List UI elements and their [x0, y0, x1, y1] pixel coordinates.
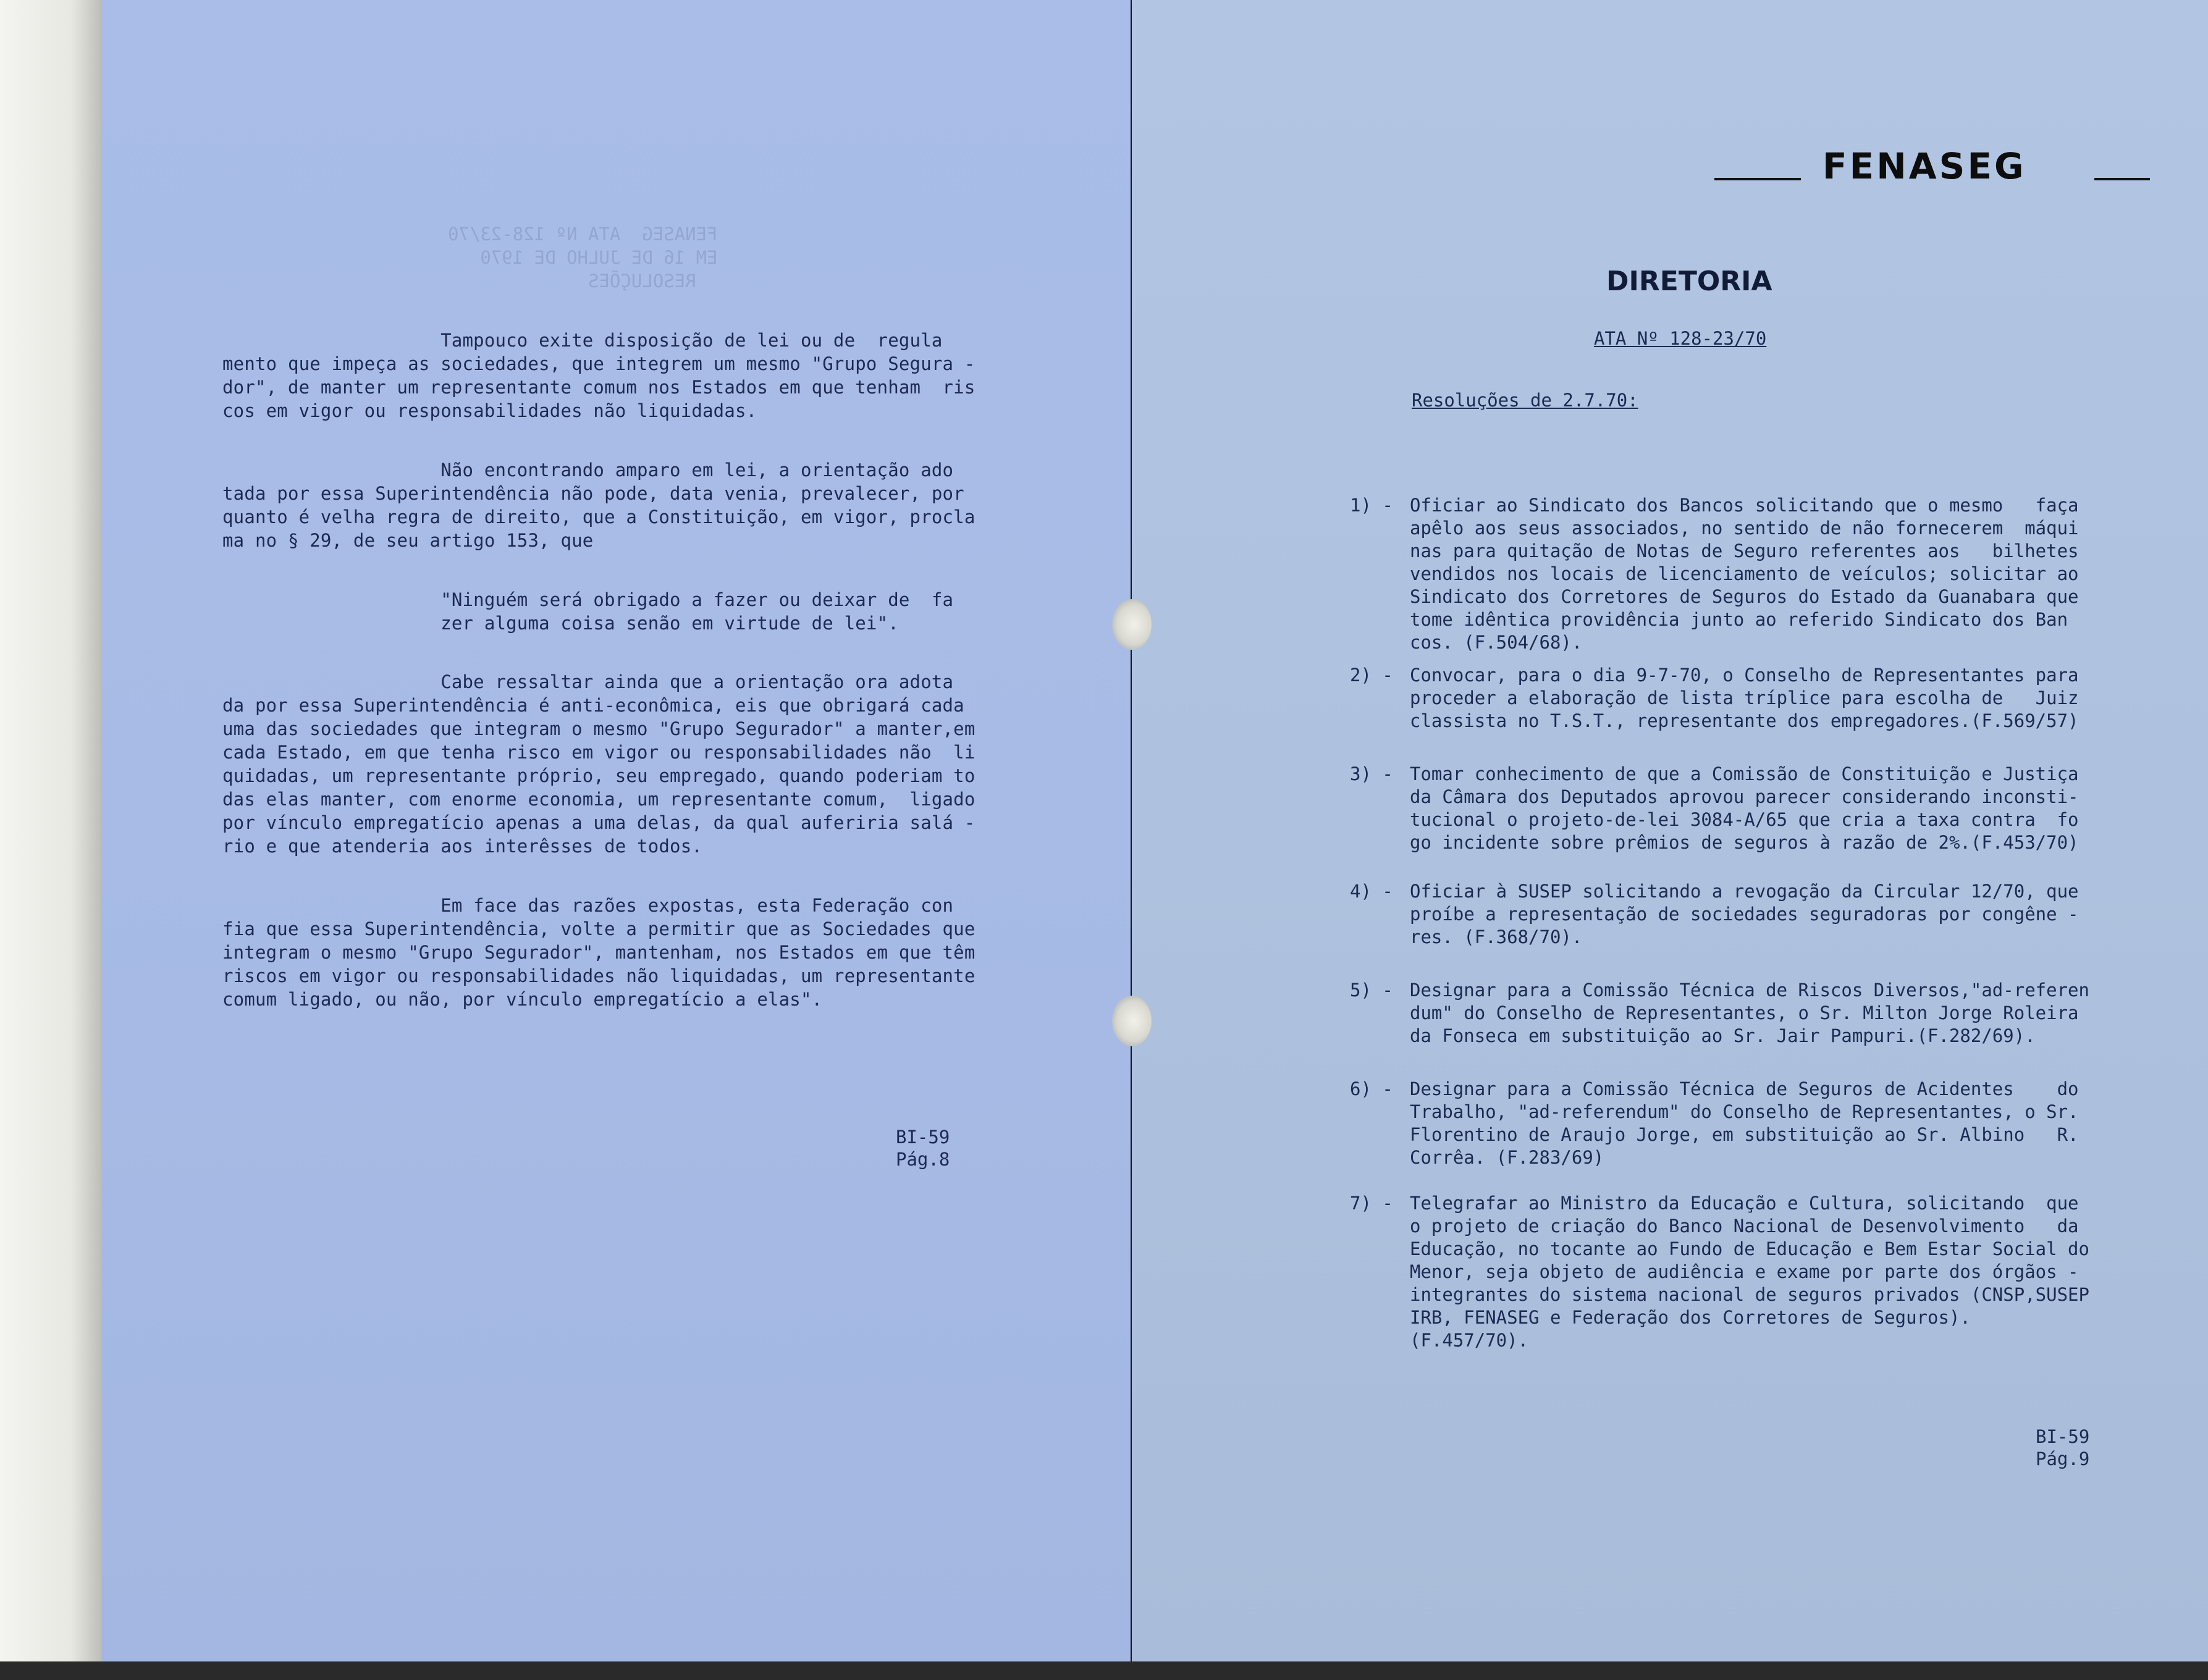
- right-page-reference: BI-59 Pág.9: [2036, 1426, 2090, 1469]
- resolution-text: Telegrafar ao Ministro da Educação e Cultura, solicitando que o projeto de criação do Banco Nacional de Desenvolvimento da Educação, no tocante ao Fundo de Educação e Bem Estar Social do Menor, seja objeto de audiência e exame por parte dos órgãos - integrantes do sistema nacional de seguros privados (CNSP,SUSEP IRB, FENASEG e Federação dos Corretores de Seguros). (F.457/70).: [1410, 1193, 2089, 1351]
- resolution-text: Oficiar ao Sindicato dos Bancos solicitando que o mesmo faça apêlo aos seus associados, no sentido de não fornecerem máqui nas para quitação de Notas de Seguro referentes aos bilhetes vendidos nos locais de licenciamento de veículos; solicitar ao Sindicato dos Corretores de Seguros do Estado da Guanabara que tome idêntica providência junto ao referido Sindicato dos Ban cos. (F.504/68).: [1410, 495, 2079, 653]
- resolucoes-date: Resoluções de 2.7.70:: [1412, 390, 1638, 411]
- resolution-text: Tomar conhecimento de que a Comissão de Constituição e Justiça da Câmara dos Deputados aprovou parecer considerando inconsti- tucional o projeto-de-lei 3084-A/65 que cria a taxa contra fo go incidente sobre prêmios de seguros à razão de 2%.(F.453/70): [1410, 763, 2079, 853]
- resolution-number: 4) -: [1350, 881, 1393, 902]
- resolution-number: 7) -: [1350, 1193, 1393, 1214]
- resolution-number: 6) -: [1350, 1078, 1393, 1099]
- left-page: [102, 0, 1131, 1661]
- resolution-number: 3) -: [1350, 763, 1393, 784]
- scan-bottom-edge: [0, 1661, 2208, 1680]
- resolution-text: Oficiar à SUSEP solicitando a revogação da Circular 12/70, que proíbe a representação de sociedades seguradoras por congêne - res. (F.368/70).: [1410, 881, 2079, 947]
- resolution-text: Designar para a Comissão Técnica de Seguros de Acidentes do Trabalho, "ad-referendum" do Conselho de Representantes, o Sr. Florentino de Araujo Jorge, em substituição ao Sr. Albino R. Corrêa. (F.283/69): [1410, 1078, 2079, 1168]
- resolution-number: 5) -: [1350, 980, 1393, 1001]
- resolution-text: Convocar, para o dia 9-7-70, o Conselho de Representantes para proceder a elaboração de lista tríplice para escolha de Juiz classista no T.S.T., representante dos empregadores.(F.569/57): [1410, 665, 2079, 731]
- brand-rule-right: [2094, 178, 2150, 180]
- brand-rule-left: [1714, 178, 1801, 180]
- left-paragraph-4: Em face das razões expostas, esta Federação con fia que essa Superintendência, volte a permitir que as Sociedades que integram o mesmo "Grupo Segurador", mantenham, nos Estados em que têm riscos em vigor ou responsabilidades não liquidadas, um representante comum ligado, ou não, por vínculo empregatício a elas".: [222, 895, 975, 1010]
- binder-hole-top: [1112, 599, 1152, 650]
- left-page-reference: BI-59 Pág.8: [896, 1127, 950, 1170]
- resolution-number: 1) -: [1350, 495, 1393, 516]
- ata-number: ATA Nº 128-23/70: [1594, 328, 1767, 349]
- left-paragraph-3: Cabe ressaltar ainda que a orientação ora adota da por essa Superintendência é anti-econômica, eis que obrigará cada uma das sociedades que integram o mesmo "Grupo Segurador" a manter,em cada Estado, em que tenha risco em vigor ou responsabilidades não li quidadas, um representante próprio, seu empregado, quando poderiam to das elas manter, com enorme economia, um representante comum, ligado por vínculo empregatício apenas a uma delas, da qual auferiria salá - rio e que atenderia aos interêsses de todos.: [222, 671, 975, 857]
- left-paragraph-2: Não encontrando amparo em lei, a orientação ado tada por essa Superintendência não pode, data venia, prevalecer, por quanto é velha regra de direito, que a Constituição, em vigor, procla ma no § 29, de seu artigo 153, que: [222, 460, 975, 551]
- fenaseg-logo-text: FENASEG: [1822, 145, 2026, 187]
- bleed-through-text: FENASEG ATA Nº 128-23/70 EM 16 DE JULHO DE 1970 RESOLUÇÕES: [448, 224, 718, 292]
- binding-edge: [0, 0, 102, 1680]
- section-heading: DIRETORIA: [1606, 266, 1772, 297]
- resolution-text: Designar para a Comissão Técnica de Riscos Diversos,"ad-referen dum" do Conselho de Representantes, o Sr. Milton Jorge Roleira da Fonseca em substituição ao Sr. Jair Pampuri.(F.282/69).: [1410, 980, 2089, 1046]
- resolution-number: 2) -: [1350, 665, 1393, 686]
- left-paragraph-1: Tampouco exite disposição de lei ou de regula mento que impeça as sociedades, que integrem um mesmo "Grupo Segura - dor", de manter um representante comum nos Estados em que tenham ris cos em vigor ou responsabilidades não liquidadas.: [222, 330, 975, 421]
- binder-hole-bottom: [1112, 996, 1152, 1046]
- left-paragraph-quote: "Ninguém será obrigado a fazer ou deixar de fa zer alguma coisa senão em virtude de lei".: [440, 589, 954, 634]
